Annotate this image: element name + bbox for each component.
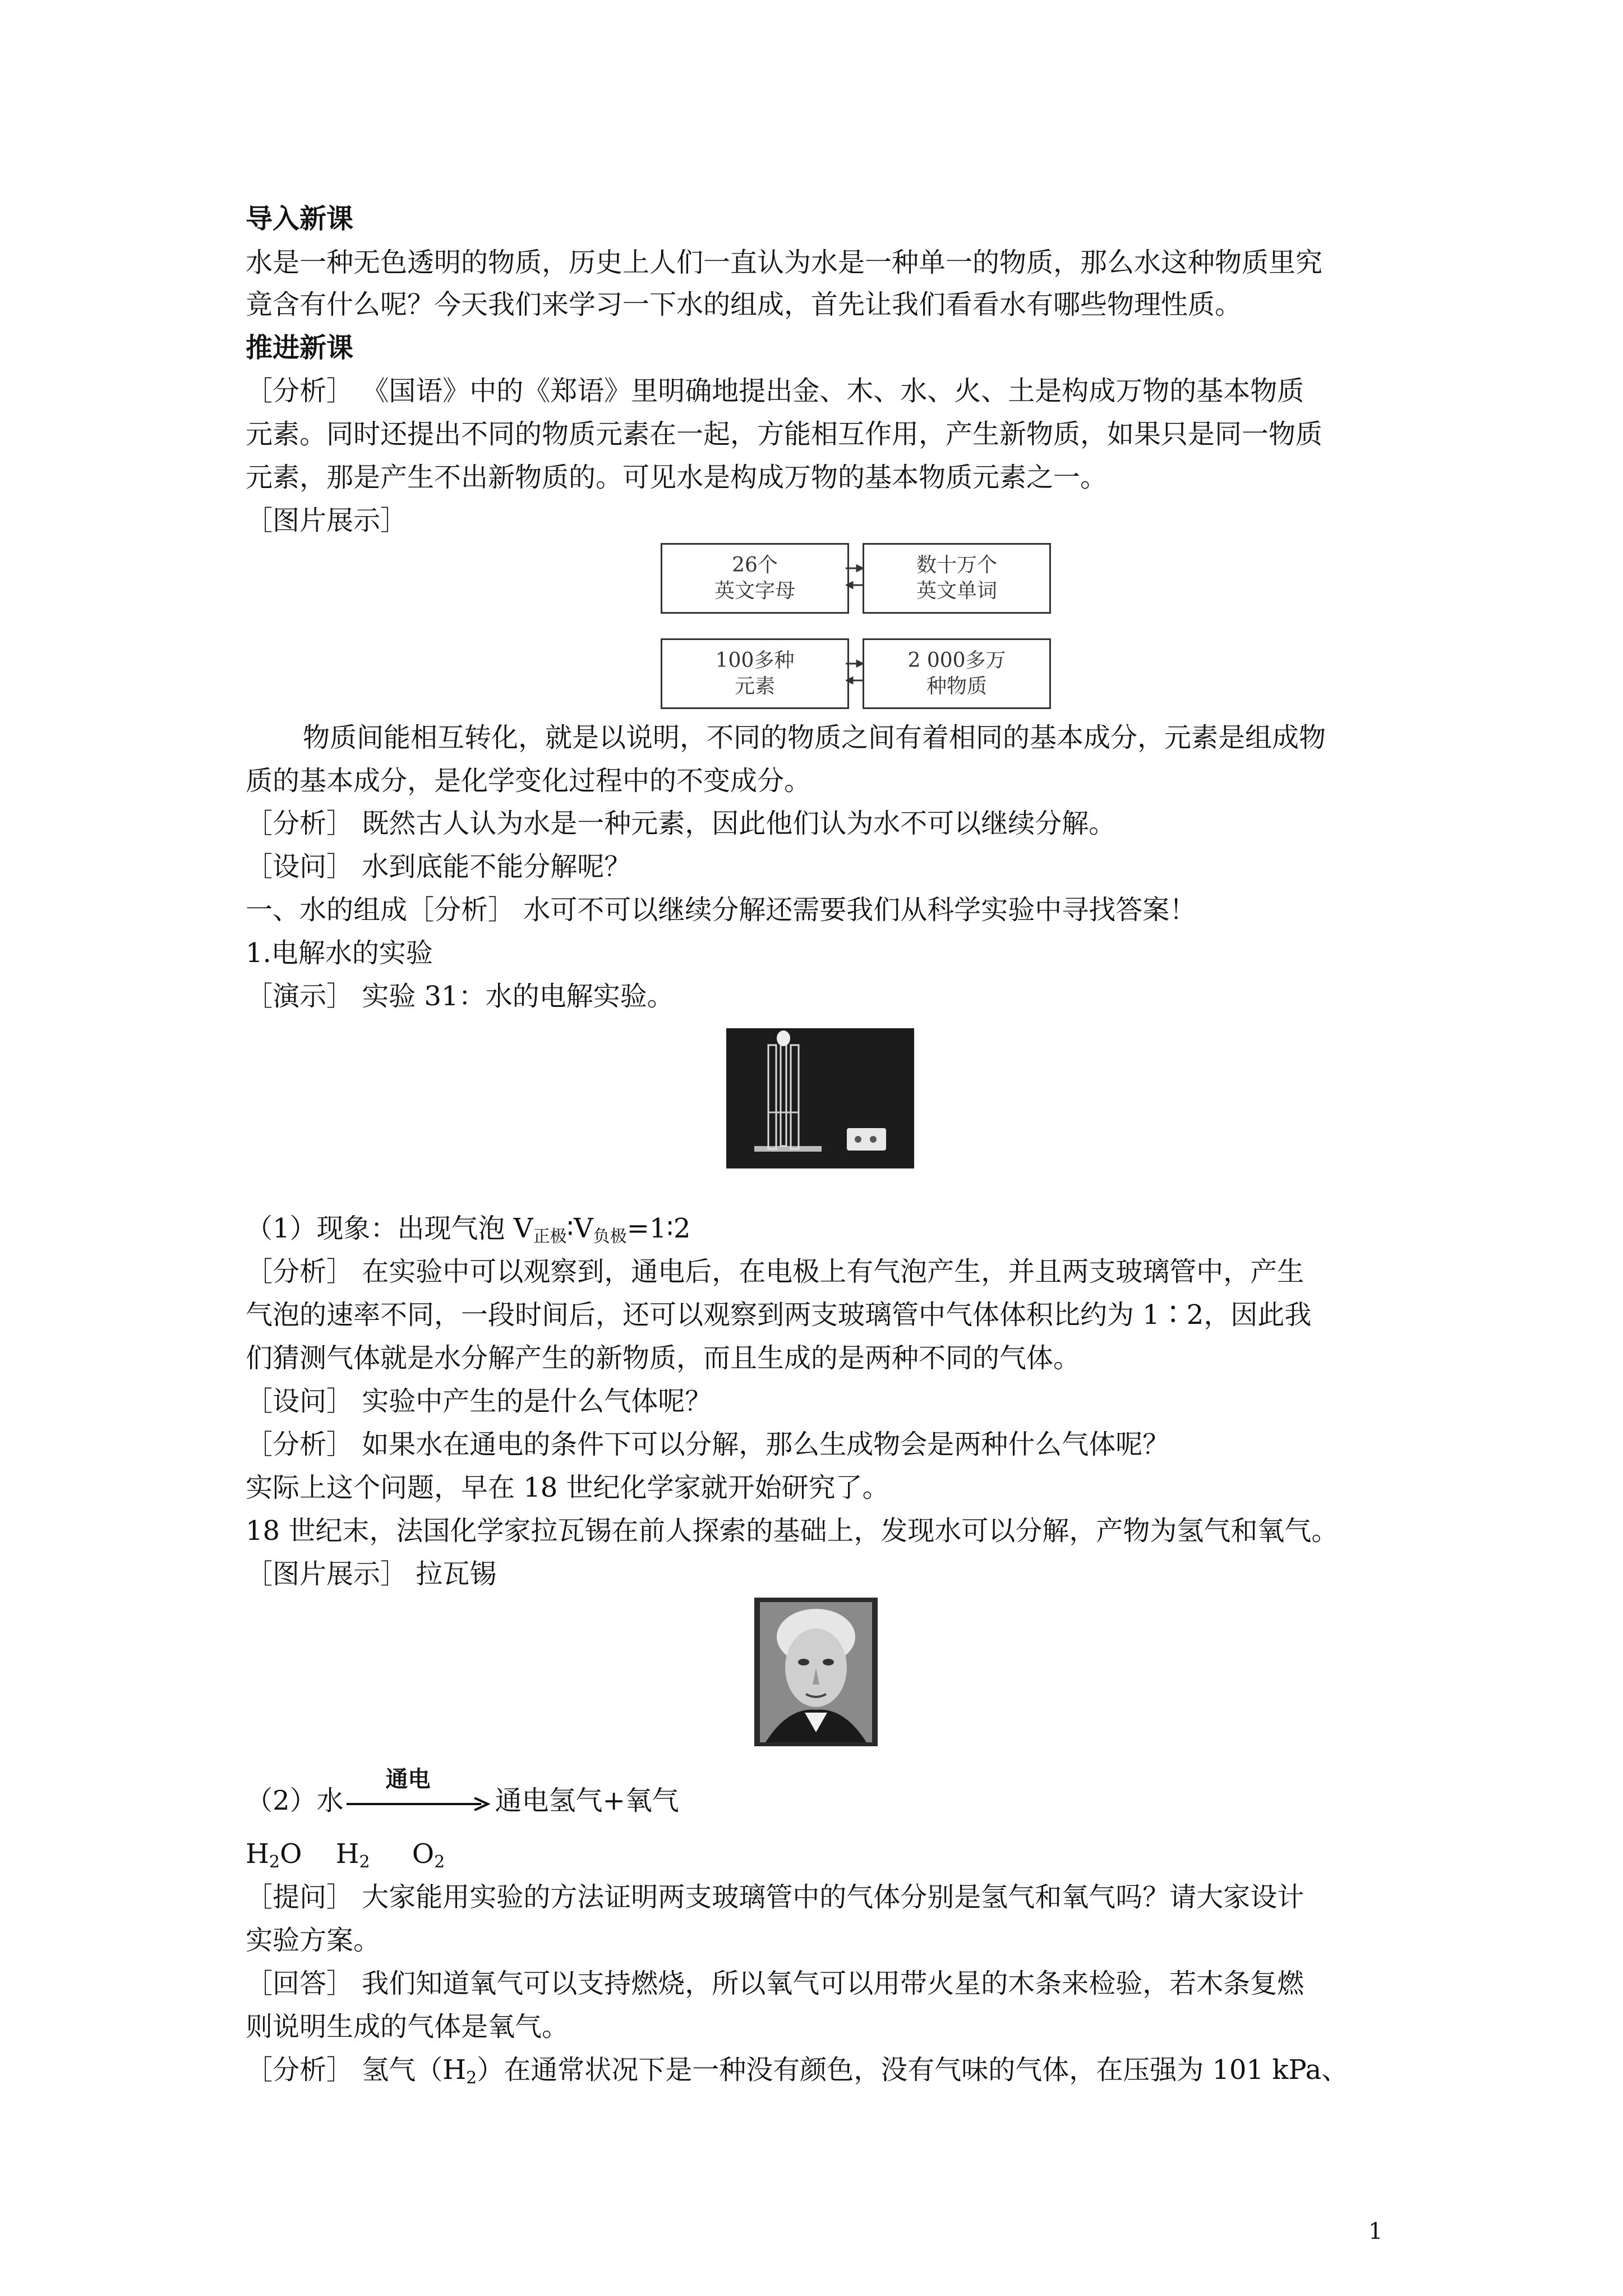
paragraph-line: ［分析］ 在实验中可以观察到，通电后，在电极上有气泡产生，并且两支玻璃管中，产生 [246, 1256, 1304, 1287]
diagram-box-text: 2 000多万 [907, 649, 1006, 672]
equation-rhs: 通电氢气+氧气 [495, 1785, 679, 1816]
paragraph-line: ［演示］ 实验 31：水的电解实验。 [246, 981, 674, 1012]
heading-intro: 导入新课 [246, 203, 354, 234]
paragraph-line: ［分析］ 《国语》中的《郑语》里明确地提出金、木、水、火、土是构成万物的基本物质 [246, 375, 1304, 407]
diagram-box-text: 种物质 [926, 675, 987, 698]
arrow-icon [347, 1797, 492, 1811]
diagram-box-text: 26个 [732, 554, 778, 577]
formula-line: $H_2O$ $H_2$ $O_2$ [246, 1838, 445, 1872]
paragraph-line: 们猜测气体就是水分解产生的新物质，而且生成的是两种不同的气体。 [246, 1342, 1081, 1374]
reaction-condition: 通电 [385, 1766, 431, 1792]
electrolysis-apparatus-image [726, 1028, 914, 1168]
paragraph-line: 物质间能相互转化，就是以说明，不同的物质之间有着相同的基本成分，元素是组成物 [303, 722, 1326, 753]
paragraph-line: 1.电解水的实验 [246, 937, 433, 969]
diagram-arrows [846, 543, 864, 706]
paragraph-line: ［设问］ 水到底能不能分解呢？ [246, 851, 631, 882]
paragraph-line: ［提问］ 大家能用实验的方法证明两支玻璃管中的气体分别是氢气和氧气吗？请大家设计 [246, 1881, 1304, 1913]
paragraph-line: ［回答］ 我们知道氧气可以支持燃烧，所以氧气可以用带火星的木条来检验，若木条复燃 [246, 1968, 1304, 1999]
lavoisier-portrait-image [754, 1598, 878, 1746]
diagram-box-text: 100多种 [715, 649, 795, 672]
page-number: 1 [1368, 2219, 1383, 2244]
paragraph-line: 实际上这个问题，早在 18 世纪化学家就开始研究了。 [246, 1472, 889, 1503]
heading-new-lesson: 推进新课 [246, 332, 354, 364]
paragraph-line: 一、水的组成［分析］ 水可不可以继续分解还需要我们从科学实验中寻找答案！ [246, 894, 1197, 926]
equation-line [246, 1766, 679, 1818]
analysis-hydrogen-line: ［分析］ 氢气$(H_2)$在通常状况下是一种没有颜色，没有气味的气体，在压强为 101 kPa、 [246, 2054, 1349, 2088]
diagram-box-elements [661, 638, 849, 709]
paragraph-line: 元素。同时还提出不同的物质元素在一起，方能相互作用，产生新物质，如果只是同一物质 [246, 418, 1323, 450]
reaction-arrow [344, 1766, 495, 1818]
paragraph-line: 元素，那是产生不出新物质的。可见水是构成万物的基本物质元素之一。 [246, 462, 1108, 493]
paragraph-line: ［分析］ 如果水在通电的条件下可以分解，那么生成物会是两种什么气体呢？ [246, 1429, 1170, 1460]
paragraph-line: 则说明生成的气体是氧气。 [246, 2011, 569, 2042]
observation-line: （1）现象：出现气泡 $V_{正极}∶V_{负极}=1∶2$ [246, 1213, 691, 1246]
paragraph-line: 气泡的速率不同，一段时间后，还可以观察到两支玻璃管中气体体积比约为 1∶2，因此我 [246, 1299, 1312, 1331]
paragraph-line: 18 世纪末，法国化学家拉瓦锡在前人探索的基础上，发现水可以分解，产物为氢气和氧气。 [246, 1515, 1339, 1547]
paragraph-line: 水是一种无色透明的物质，历史上人们一直认为水是一种单一的物质，那么水这种物质里究 [246, 247, 1323, 278]
equation-lhs: （2）水 [246, 1785, 344, 1816]
paragraph-line: ［分析］ 既然古人认为水是一种元素，因此他们认为水不可以继续分解。 [246, 808, 1116, 839]
paragraph-line: ［图片展示］ 拉瓦锡 [246, 1558, 497, 1590]
diagram-box-text: 数十万个 [916, 554, 997, 577]
paragraph-line: ［设问］ 实验中产生的是什么气体呢？ [246, 1386, 712, 1417]
diagram-box-text: 英文字母 [714, 579, 795, 602]
paragraph-line: 质的基本成分，是化学变化过程中的不变成分。 [246, 765, 811, 797]
diagram-box-text: 英文单词 [916, 579, 997, 602]
paragraph-line: 竟含有什么呢？今天我们来学习一下水的组成，首先让我们看看水有哪些物理性质。 [246, 289, 1242, 320]
diagram-box-words [863, 543, 1051, 614]
diagram-box-letters [661, 543, 849, 614]
diagram-box-substances [863, 638, 1051, 709]
diagram-box-text: 元素 [734, 675, 775, 698]
paragraph-line: 实验方案。 [246, 1925, 381, 1956]
paragraph-line: ［图片展示］ [246, 505, 408, 536]
